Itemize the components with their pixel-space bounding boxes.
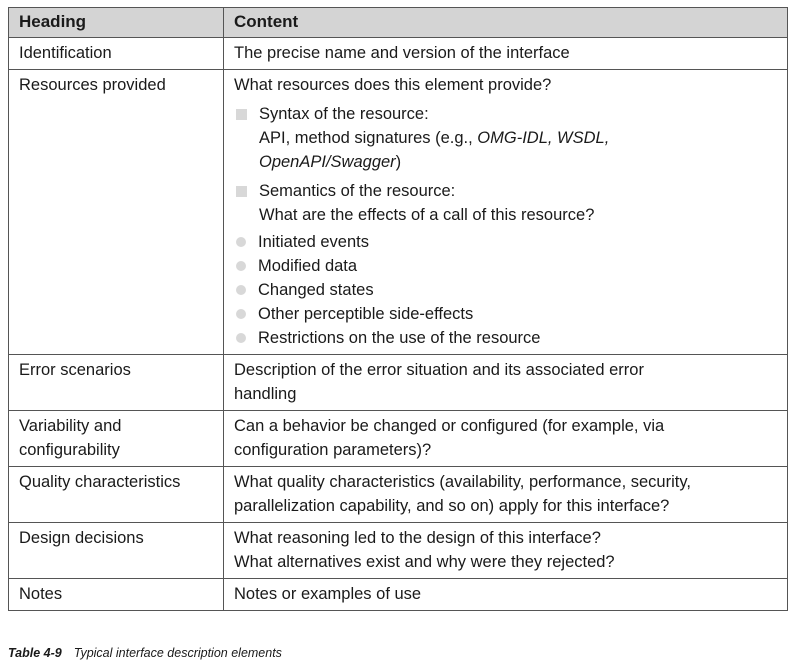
table-row xyxy=(9,467,788,523)
row-content: What reasoning led to the design of this interface? What alternatives exist and why were they rejected? xyxy=(224,523,788,579)
resources-question: What resources does this element provide? xyxy=(234,76,552,94)
caption-text: Typical interface description elements xyxy=(73,646,282,660)
row-content: Description of the error situation and its associated error handling xyxy=(224,355,788,411)
circle-bullet-icon xyxy=(236,309,246,319)
table-row xyxy=(9,38,788,70)
table-row xyxy=(9,411,788,467)
row-heading: Error scenarios xyxy=(9,355,224,411)
list-item: Modified data xyxy=(234,254,777,278)
row-content: Notes or examples of use xyxy=(224,579,788,611)
row-heading: Variability and configurability xyxy=(9,411,224,467)
list-item: Changed states xyxy=(234,278,777,302)
list-item: Restrictions on the use of the resource xyxy=(234,326,777,350)
row-heading: Notes xyxy=(9,579,224,611)
semantics-question: What are the effects of a call of this resource? xyxy=(259,206,595,224)
row-heading: Identification xyxy=(9,38,224,70)
table-row xyxy=(9,355,788,411)
resource-aspects-list xyxy=(234,102,777,227)
row-content: The precise name and version of the interface xyxy=(224,38,788,70)
list-item: Other perceptible side-effects xyxy=(234,302,777,326)
row-content: Can a behavior be changed or configured (for example, via configuration parameters)? xyxy=(224,411,788,467)
circle-bullet-icon xyxy=(236,333,246,343)
row-content xyxy=(224,70,788,355)
header-row xyxy=(9,8,788,38)
row-heading: Quality characteristics xyxy=(9,467,224,523)
interface-description-table xyxy=(8,7,788,611)
syntax-detail: API, method signatures (e.g., OMG-IDL, WSDL, OpenAPI/Swagger) xyxy=(259,129,610,171)
circle-bullet-icon xyxy=(236,261,246,271)
semantics-title: Semantics of the resource: xyxy=(259,182,456,200)
circle-bullet-icon xyxy=(236,237,246,247)
column-header-heading: Heading xyxy=(9,8,224,38)
table-row xyxy=(9,70,788,355)
square-bullet-icon xyxy=(236,186,247,197)
list-item: Initiated events xyxy=(234,230,777,254)
table-row xyxy=(9,523,788,579)
syntax-title: Syntax of the resource: xyxy=(259,105,429,123)
row-heading: Resources provided xyxy=(9,70,224,355)
effects-list xyxy=(234,230,777,350)
list-item xyxy=(234,179,777,227)
table-row xyxy=(9,579,788,611)
row-heading: Design decisions xyxy=(9,523,224,579)
square-bullet-icon xyxy=(236,109,247,120)
row-content: What quality characteristics (availability, performance, security, parallelization capability, and so on) apply for this interface? xyxy=(224,467,788,523)
table-caption xyxy=(8,646,282,660)
list-item xyxy=(234,102,777,174)
column-header-content: Content xyxy=(224,8,788,38)
caption-number: Table 4-9 xyxy=(8,646,62,660)
circle-bullet-icon xyxy=(236,285,246,295)
